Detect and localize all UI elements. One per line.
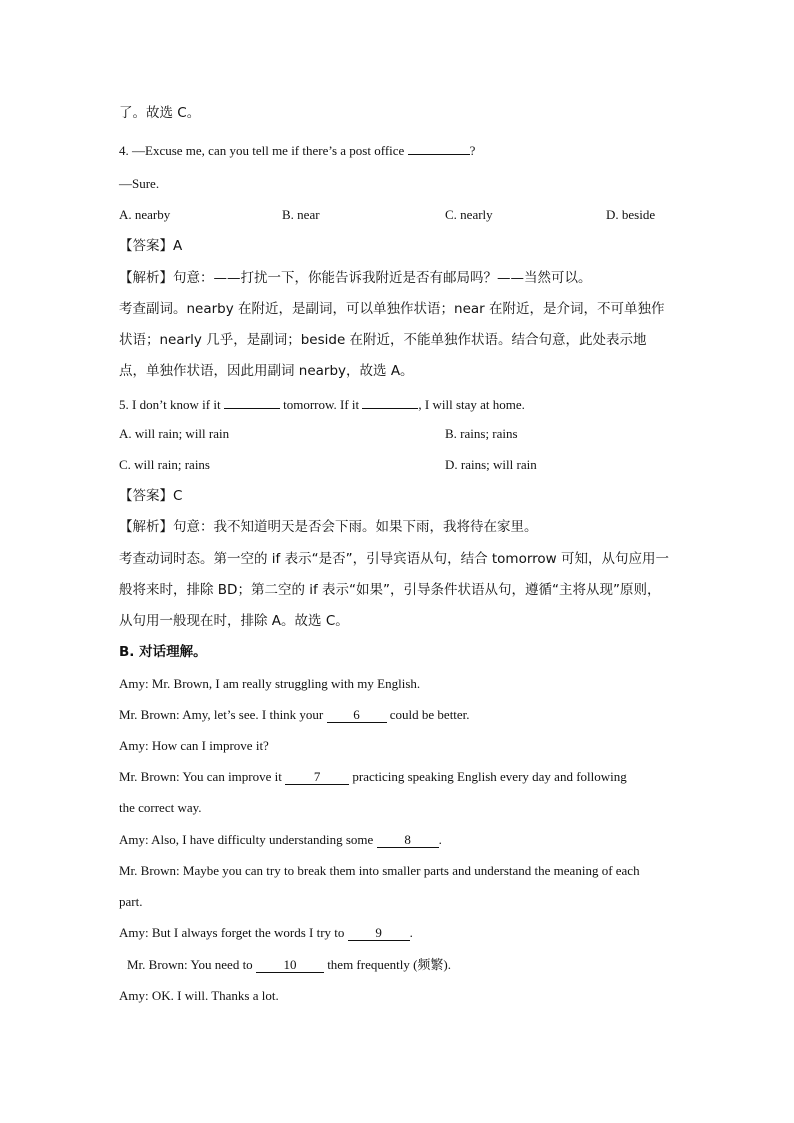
question-4-answer: 【答案】A	[119, 238, 183, 254]
question-5-text-3: , I will stay at home.	[418, 397, 525, 412]
dialogue-line-2-post: could be better.	[389, 707, 470, 722]
question-5-blank-2	[362, 394, 418, 409]
dialogue-line-7-post: .	[409, 925, 413, 940]
question-5-explanation-line-3: 从句用一般现在时，排除 A。故选 C。	[119, 613, 349, 629]
previous-explanation-tail: 了。故选 C。	[119, 105, 201, 121]
dialogue-line-4-pre: Mr. Brown: You can improve it	[119, 769, 282, 784]
dialogue-line-2-pre: Mr. Brown: Amy, let’s see. I think your	[119, 707, 324, 722]
dialogue-line-2	[119, 706, 470, 724]
question-5-text-2: tomorrow. If it	[283, 397, 360, 412]
dialogue-line-5	[119, 831, 442, 849]
question-4-option-d: D. beside	[606, 207, 656, 222]
section-b-title: B. 对话理解。	[119, 644, 207, 660]
question-4-option-a: A. nearby	[119, 207, 171, 222]
dialogue-line-8-post: them frequently (频繁).	[327, 957, 452, 972]
question-5-analysis: 【解析】句意：我不知道明天是否会下雨。如果下雨，我将待在家里。	[119, 519, 538, 535]
dialogue-line-8	[127, 956, 451, 974]
dialogue-line-4	[119, 768, 627, 786]
question-4-option-b: B. near	[282, 207, 320, 222]
dialogue-line-4-continued: the correct way.	[119, 800, 202, 815]
dialogue-line-5-pre: Amy: Also, I have difficulty understanding some	[119, 832, 374, 847]
blank-10: 10	[256, 958, 324, 973]
question-4-blank	[408, 140, 470, 155]
question-4-reply: —Sure.	[119, 176, 160, 191]
dialogue-line-1: Amy: Mr. Brown, I am really struggling with my English.	[119, 676, 421, 691]
dialogue-line-5-post: .	[438, 832, 442, 847]
question-5-text-1: 5. I don’t know if it	[119, 397, 221, 412]
question-4-option-c: C. nearly	[445, 207, 493, 222]
question-5-option-c: C. will rain; rains	[119, 457, 210, 472]
blank-8: 8	[377, 833, 439, 848]
question-5-option-a: A. will rain; will rain	[119, 426, 230, 441]
question-4-stem	[119, 140, 475, 160]
dialogue-line-6-continued: part.	[119, 894, 143, 909]
question-5-stem	[119, 394, 525, 414]
dialogue-line-7-pre: Amy: But I always forget the words I try to	[119, 925, 345, 940]
blank-9: 9	[348, 926, 410, 941]
question-4-explanation-line-3: 点，单独作状语，因此用副词 nearby，故选 A。	[119, 363, 414, 379]
dialogue-line-8-pre: Mr. Brown: You need to	[127, 957, 253, 972]
question-4-analysis: 【解析】句意：——打扰一下，你能告诉我附近是否有邮局吗？——当然可以。	[119, 270, 592, 286]
question-5-blank-1	[224, 394, 280, 409]
question-4-explanation-line-2: 状语；nearly 几乎，是副词；beside 在附近，不能单独作状语。结合句意，此处表示地	[119, 332, 647, 348]
question-5-option-d: D. rains; will rain	[445, 457, 537, 472]
dialogue-line-4-post: practicing speaking English every day and following	[352, 769, 627, 784]
question-4-explanation-line-1: 考查副词。nearby 在附近，是副词，可以单独作状语；near 在附近，是介词，不可单独作	[119, 301, 665, 317]
dialogue-line-9: Amy: OK. I will. Thanks a lot.	[119, 988, 279, 1003]
question-5-option-b: B. rains; rains	[445, 426, 518, 441]
dialogue-line-6: Mr. Brown: Maybe you can try to break them into smaller parts and understand the meaning of each	[119, 863, 640, 878]
question-5-explanation-line-2: 般将来时，排除 BD；第二空的 if 表示“如果”，引导条件状语从句，遵循“主将从现”原则，	[119, 582, 661, 598]
question-4-text: 4. —Excuse me, can you tell me if there’s a post office	[119, 143, 405, 158]
blank-6: 6	[327, 708, 387, 723]
question-5-answer: 【答案】C	[119, 488, 183, 504]
dialogue-line-3: Amy: How can I improve it?	[119, 738, 269, 753]
question-5-explanation-line-1: 考查动词时态。第一空的 if 表示“是否”，引导宾语从句，结合 tomorrow 可知，从句应用一	[119, 551, 669, 567]
blank-7: 7	[285, 770, 349, 785]
question-4-mark: ?	[469, 143, 476, 158]
dialogue-line-7	[119, 924, 413, 942]
